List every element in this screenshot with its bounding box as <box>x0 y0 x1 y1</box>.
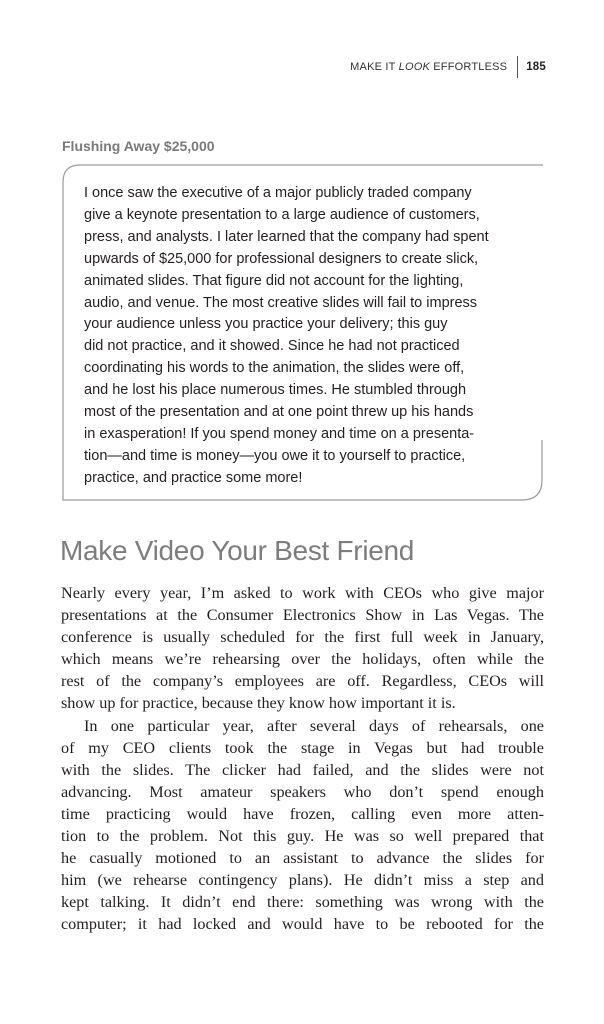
sidebar-line: give a keynote presentation to a large audience of customers, <box>84 206 480 223</box>
body-line: tion to the problem. Not this guy. He was so well prepared that <box>61 827 544 846</box>
running-head-title: MAKE IT LOOK EFFORTLESS <box>350 61 508 73</box>
sidebar-line: most of the presentation and at one point threw up his hands <box>84 404 474 421</box>
page-number: 185 <box>526 61 546 73</box>
sidebar-line: practice, and practice some more! <box>84 469 303 486</box>
body-text <box>61 582 544 936</box>
body-line: time practicing would have frozen, calling even more atten- <box>61 804 544 823</box>
body-line: computer; it had locked and would have to be rebooted for the <box>61 915 544 934</box>
body-line: with the slides. The clicker had failed, and the slides were not <box>61 760 544 779</box>
sidebar-title: Flushing Away $25,000 <box>62 138 215 154</box>
sidebar-line: audio, and venue. The most creative slides will fail to impress <box>84 294 478 311</box>
body-line: Nearly every year, I’m asked to work with CEOs who give major <box>61 584 544 602</box>
sidebar-line: tion—and time is money—you owe it to yourself to practice, <box>84 447 466 464</box>
body-line: kept talking. It didn’t end there: something was wrong with the <box>61 893 544 912</box>
sidebar-line: animated slides. That figure did not account for the lighting, <box>84 272 464 289</box>
body-line: presentations at the Consumer Electronics Show in Las Vegas. The <box>61 606 544 625</box>
body-line: advancing. Most amateur speakers who don’t spend enough <box>61 782 544 801</box>
running-head-divider <box>517 56 518 78</box>
running-head <box>350 56 546 78</box>
body-line: conference is usually scheduled for the first full week in January, <box>61 628 544 647</box>
body-line: rest of the company’s employees are off. Regardless, CEOs will <box>61 672 544 691</box>
sidebar-line: I once saw the executive of a major publicly traded company <box>84 185 472 201</box>
section-heading: Make Video Your Best Friend <box>60 535 415 566</box>
sidebar-line: coordinating his words to the animation, the slides were off, <box>84 360 465 377</box>
body-line: he casually motioned to an assistant to advance the slides for <box>61 849 544 868</box>
sidebar-line: did not practice, and it showed. Since he had not practiced <box>84 338 460 355</box>
sidebar-line: and he lost his place numerous times. He stumbled through <box>84 382 467 399</box>
sidebar-line: in exasperation! If you spend money and time on a presenta- <box>84 425 475 442</box>
body-line: him (we rehearse contingency plans). He didn’t miss a step and <box>61 871 544 890</box>
sidebar-line: your audience unless you practice your delivery; this guy <box>84 316 448 333</box>
body-line: show up for practice, because they know how important it is. <box>61 694 456 713</box>
body-line: which means we’re rehearsing over the holidays, often while the <box>61 650 544 669</box>
sidebar-body <box>84 183 524 490</box>
sidebar-line: press, and analysts. I later learned that the company had spent <box>84 228 489 245</box>
sidebar-line: upwards of $25,000 for professional designers to create slick, <box>84 250 479 267</box>
body-line: of my CEO clients took the stage in Vegas but had trouble <box>61 738 544 757</box>
body-line: In one particular year, after several days of rehearsals, one <box>84 716 544 735</box>
